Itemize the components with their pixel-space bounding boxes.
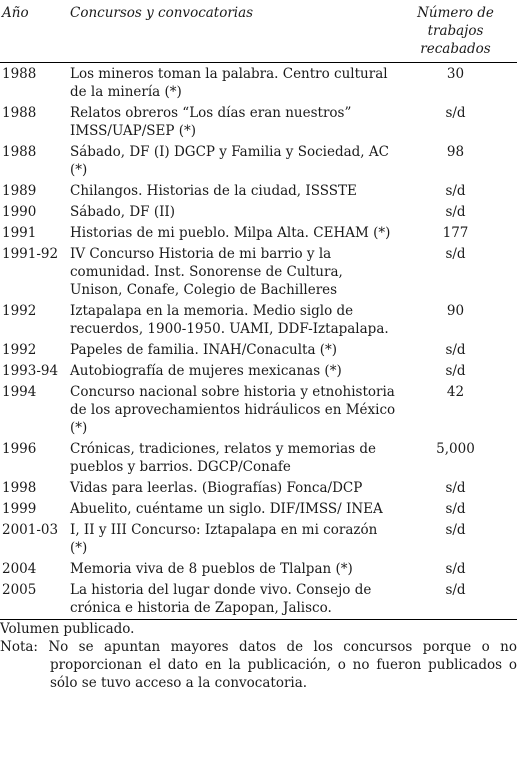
table-row [0,339,517,360]
table-row [0,180,517,201]
row-contest: Vidas para leerlas. (Biografías) Fonca/DCP [70,480,363,496]
row-year: 1990 [2,204,37,220]
table-notes [0,620,517,692]
header-row [0,0,517,63]
table-row [0,477,517,498]
row-contest: I, II y III Concurso: Iztapalapa en mi corazón (*) [70,522,378,556]
row-year: 2004 [2,561,37,577]
row-contest: Crónicas, tradiciones, relatos y memorias de pueblos y barrios. DGCP/Conafe [70,441,377,475]
row-count: s/d [445,363,466,379]
row-count: 30 [446,66,465,82]
row-count: s/d [445,183,466,199]
table-row [0,519,517,558]
row-contest: Autobiografía de mujeres mexicanas (*) [70,363,342,379]
row-contest: Concurso nacional sobre historia y etnohistoria de los aprovechamientos hidráulicos en México (*) [70,384,396,436]
row-contest: Sábado, DF (I) DGCP y Familia y Sociedad, AC (*) [70,144,389,178]
row-year: 1994 [2,384,37,400]
table-row [0,579,517,620]
table-row [0,381,517,438]
row-count: 5,000 [436,441,475,457]
row-year: 1988 [2,66,37,82]
row-year: 1998 [2,480,37,496]
row-year: 1993-94 [2,363,59,379]
row-year: 1991-92 [2,246,59,262]
row-count: 98 [446,144,465,160]
footnote: Nota: No se apuntan mayores datos de los concursos porque o no proporcionan el dato en la publicación, o no fueron publicados o sólo se tuvo acceso a la convocatoria. [0,639,517,691]
row-contest: Los mineros toman la palabra. Centro cultural de la minería (*) [70,66,388,100]
row-contest: Sábado, DF (II) [70,204,176,220]
row-contest: Papeles de familia. INAH/Conaculta (*) [70,342,338,358]
table-header [0,0,517,63]
row-year: 1992 [2,303,37,319]
header-contest: Concursos y convocatorias [70,0,400,63]
table-row [0,438,517,477]
row-count: s/d [445,522,466,538]
row-count: 42 [446,384,465,400]
row-count: s/d [445,561,466,577]
row-year: 1992 [2,342,37,358]
table-row [0,141,517,180]
row-year: 1991 [2,225,37,241]
row-year: 1989 [2,183,37,199]
published-note: Volumen publicado. [0,621,135,637]
header-count: Número de trabajos recabados [400,0,517,63]
row-count: s/d [445,501,466,517]
table-body [0,63,517,620]
row-year: 2001-03 [2,522,59,538]
table-row [0,243,517,300]
table-row [0,63,517,103]
table-row [0,222,517,243]
table-row [0,300,517,339]
row-year: 1999 [2,501,37,517]
row-count: 90 [446,303,465,319]
table-row [0,498,517,519]
row-count: s/d [445,246,466,262]
table-row [0,558,517,579]
row-count: s/d [445,342,466,358]
row-year: 1996 [2,441,37,457]
row-contest: IV Concurso Historia de mi barrio y la comunidad. Inst. Sonorense de Cultura, Unison, Conafe, Colegio de Bachilleres [70,246,343,298]
table-row [0,102,517,141]
row-count: s/d [445,204,466,220]
row-contest: Relatos obreros “Los días eran nuestros” IMSS/UAP/SEP (*) [70,105,352,139]
row-year: 1988 [2,144,37,160]
row-count: s/d [445,480,466,496]
row-count: 177 [442,225,469,241]
table-row [0,360,517,381]
row-year: 2005 [0,579,70,620]
row-contest: Iztapalapa en la memoria. Medio siglo de recuerdos, 1900-1950. UAMI, DDF-Iztapalapa. [70,303,389,337]
row-contest: Historias de mi pueblo. Milpa Alta. CEHAM (*) [70,225,391,241]
row-year: 1988 [2,105,37,121]
row-contest: Memoria viva de 8 pueblos de Tlalpan (*) [70,561,353,577]
row-contest: Abuelito, cuéntame un siglo. DIF/IMSS/ INEA [70,501,383,517]
row-contest: Chilangos. Historias de la ciudad, ISSSTE [70,183,357,199]
row-count: s/d [400,579,517,620]
row-contest: La historia del lugar donde vivo. Consejo de crónica e historia de Zapopan, Jalisco. [70,579,400,620]
header-year: Año [0,0,70,63]
row-count: s/d [445,105,466,121]
table-row [0,201,517,222]
